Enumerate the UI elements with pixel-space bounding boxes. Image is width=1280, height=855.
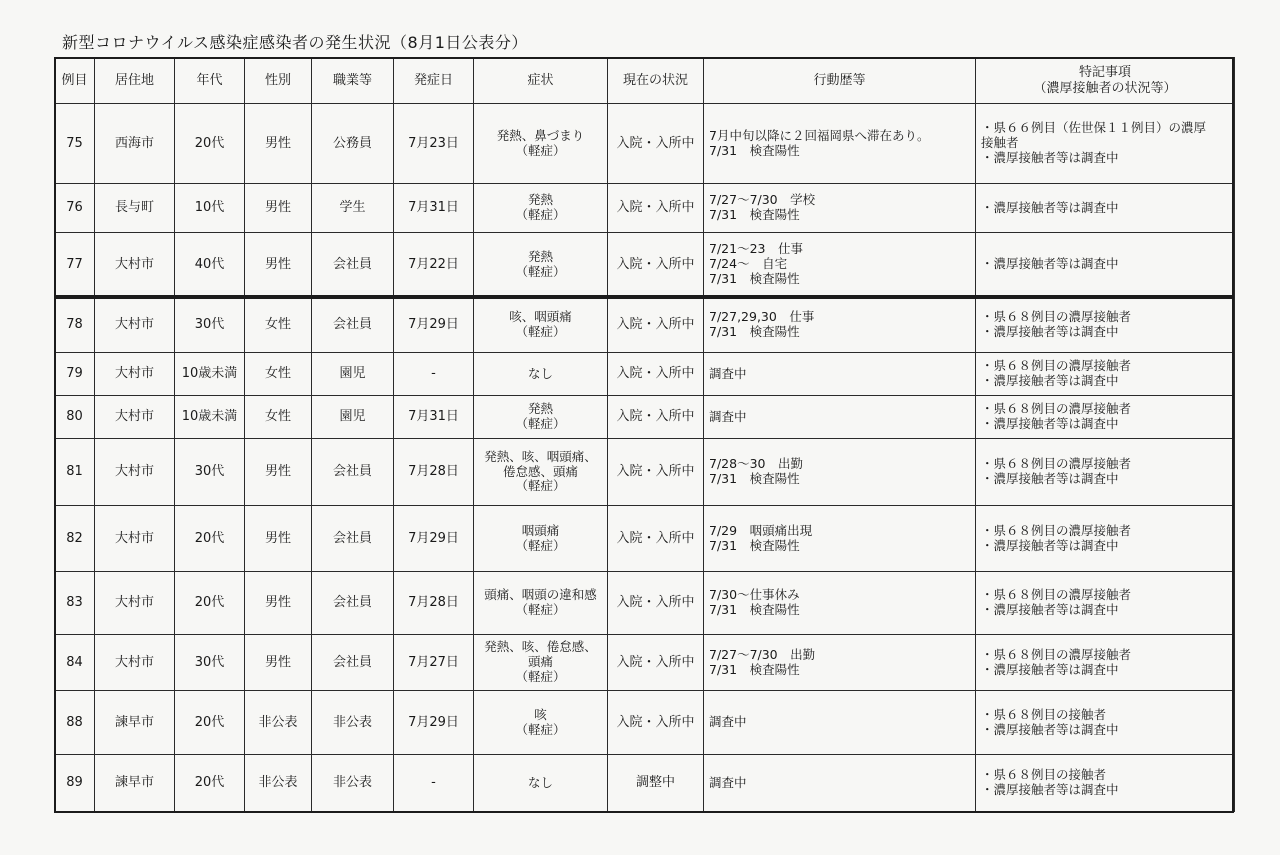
cell-symptoms: 発熱 （軽症）: [474, 184, 608, 233]
cell-no: 76: [55, 184, 95, 233]
cell-status: 入院・入所中: [608, 572, 704, 635]
cell-status: 入院・入所中: [608, 439, 704, 506]
table-row: [55, 353, 1235, 396]
cell-symptoms: 咳 （軽症）: [474, 691, 608, 755]
cell-residence: 大村市: [95, 297, 175, 353]
cell-status: 入院・入所中: [608, 233, 704, 297]
table-row: [55, 506, 1235, 572]
cell-sex: 男性: [245, 439, 312, 506]
cell-notes: ・県６８例目の濃厚接触者 ・濃厚接触者等は調査中: [976, 635, 1235, 691]
cell-occupation: 会社員: [312, 297, 394, 353]
cell-residence: 西海市: [95, 104, 175, 184]
cell-age: 20代: [175, 572, 245, 635]
cell-onset: 7月31日: [394, 396, 474, 439]
cell-symptoms: 発熱、鼻づまり （軽症）: [474, 104, 608, 184]
cell-residence: 大村市: [95, 396, 175, 439]
cell-status: 調整中: [608, 755, 704, 812]
cell-notes: ・県６８例目の濃厚接触者 ・濃厚接触者等は調査中: [976, 297, 1235, 353]
cell-activity: 7/30～仕事休み 7/31 検査陽性: [704, 572, 976, 635]
cell-age: 20代: [175, 755, 245, 812]
table-row: [55, 233, 1235, 297]
column-header-residence: 居住地: [95, 58, 175, 104]
cell-age: 30代: [175, 297, 245, 353]
cell-onset: 7月29日: [394, 691, 474, 755]
cell-residence: 諫早市: [95, 755, 175, 812]
cell-sex: 男性: [245, 233, 312, 297]
cell-occupation: 会社員: [312, 635, 394, 691]
cell-status: 入院・入所中: [608, 506, 704, 572]
cell-residence: 大村市: [95, 233, 175, 297]
cell-onset: 7月27日: [394, 635, 474, 691]
table-row: [55, 297, 1235, 353]
cell-symptoms: なし: [474, 353, 608, 396]
cell-age: 10代: [175, 184, 245, 233]
cell-sex: 非公表: [245, 755, 312, 812]
cell-sex: 男性: [245, 506, 312, 572]
cell-no: 75: [55, 104, 95, 184]
cell-activity: 7/27～7/30 出勤 7/31 検査陽性: [704, 635, 976, 691]
cell-notes: ・濃厚接触者等は調査中: [976, 184, 1235, 233]
column-header-notes: 特記事項 （濃厚接触者の状況等）: [976, 58, 1235, 104]
cell-activity: 7/28～30 出勤 7/31 検査陽性: [704, 439, 976, 506]
cell-no: 79: [55, 353, 95, 396]
cell-onset: 7月28日: [394, 572, 474, 635]
table-row: [55, 572, 1235, 635]
cell-no: 82: [55, 506, 95, 572]
cell-no: 78: [55, 297, 95, 353]
cell-age: 20代: [175, 506, 245, 572]
column-header-symptoms: 症状: [474, 58, 608, 104]
cell-status: 入院・入所中: [608, 691, 704, 755]
cell-occupation: 園児: [312, 396, 394, 439]
cell-no: 84: [55, 635, 95, 691]
cell-notes: ・県６８例目の接触者 ・濃厚接触者等は調査中: [976, 755, 1235, 812]
cell-status: 入院・入所中: [608, 104, 704, 184]
cell-onset: -: [394, 353, 474, 396]
cell-activity: 7/21～23 仕事 7/24～ 自宅 7/31 検査陽性: [704, 233, 976, 297]
cell-sex: 女性: [245, 396, 312, 439]
cell-status: 入院・入所中: [608, 184, 704, 233]
table-row: [55, 755, 1235, 812]
cell-no: 88: [55, 691, 95, 755]
cell-residence: 諫早市: [95, 691, 175, 755]
cell-onset: 7月31日: [394, 184, 474, 233]
cell-symptoms: 発熱 （軽症）: [474, 233, 608, 297]
table-row: [55, 184, 1235, 233]
cell-sex: 女性: [245, 297, 312, 353]
cell-symptoms: 発熱、咳、倦怠感、 頭痛 （軽症）: [474, 635, 608, 691]
column-header-age: 年代: [175, 58, 245, 104]
table-row: [55, 635, 1235, 691]
cell-occupation: 公務員: [312, 104, 394, 184]
cell-occupation: 園児: [312, 353, 394, 396]
cell-onset: 7月23日: [394, 104, 474, 184]
cell-status: 入院・入所中: [608, 635, 704, 691]
cell-symptoms: 発熱、咳、咽頭痛、 倦怠感、頭痛 （軽症）: [474, 439, 608, 506]
cell-occupation: 会社員: [312, 572, 394, 635]
cell-status: 入院・入所中: [608, 396, 704, 439]
cell-no: 83: [55, 572, 95, 635]
cell-sex: 非公表: [245, 691, 312, 755]
table-row: [55, 104, 1235, 184]
column-header-occupation: 職業等: [312, 58, 394, 104]
header-row: [55, 58, 1235, 104]
cell-activity: 調査中: [704, 353, 976, 396]
cell-status: 入院・入所中: [608, 353, 704, 396]
cell-notes: ・県６８例目の濃厚接触者 ・濃厚接触者等は調査中: [976, 396, 1235, 439]
cell-age: 30代: [175, 439, 245, 506]
cell-age: 30代: [175, 635, 245, 691]
cell-residence: 大村市: [95, 572, 175, 635]
cell-age: 10歳未満: [175, 353, 245, 396]
cell-no: 77: [55, 233, 95, 297]
cell-symptoms: 咽頭痛 （軽症）: [474, 506, 608, 572]
cell-notes: ・県６８例目の濃厚接触者 ・濃厚接触者等は調査中: [976, 572, 1235, 635]
cell-occupation: 非公表: [312, 755, 394, 812]
cell-activity: 7/27,29,30 仕事 7/31 検査陽性: [704, 297, 976, 353]
cell-occupation: 非公表: [312, 691, 394, 755]
cell-activity: 7月中旬以降に２回福岡県へ滞在あり。 7/31 検査陽性: [704, 104, 976, 184]
cell-symptoms: 咳、咽頭痛 （軽症）: [474, 297, 608, 353]
column-header-status: 現在の状況: [608, 58, 704, 104]
cell-residence: 大村市: [95, 506, 175, 572]
cell-activity: 7/29 咽頭痛出現 7/31 検査陽性: [704, 506, 976, 572]
cell-residence: 大村市: [95, 353, 175, 396]
cell-sex: 男性: [245, 572, 312, 635]
cell-no: 89: [55, 755, 95, 812]
table-row: [55, 396, 1235, 439]
cell-residence: 長与町: [95, 184, 175, 233]
cell-age: 20代: [175, 691, 245, 755]
cell-age: 40代: [175, 233, 245, 297]
cell-age: 10歳未満: [175, 396, 245, 439]
cell-notes: ・濃厚接触者等は調査中: [976, 233, 1235, 297]
cell-notes: ・県６８例目の濃厚接触者 ・濃厚接触者等は調査中: [976, 353, 1235, 396]
column-header-sex: 性別: [245, 58, 312, 104]
cell-notes: ・県６８例目の濃厚接触者 ・濃厚接触者等は調査中: [976, 506, 1235, 572]
column-header-activity: 行動歴等: [704, 58, 976, 104]
cell-occupation: 会社員: [312, 439, 394, 506]
cell-activity: 調査中: [704, 755, 976, 812]
cell-symptoms: なし: [474, 755, 608, 812]
page-title: 新型コロナウイルス感染症感染者の発生状況（8月1日公表分）: [62, 33, 528, 52]
table-row: [55, 691, 1235, 755]
cell-onset: -: [394, 755, 474, 812]
column-header-onset: 発症日: [394, 58, 474, 104]
cell-notes: ・県６８例目の濃厚接触者 ・濃厚接触者等は調査中: [976, 439, 1235, 506]
cell-onset: 7月29日: [394, 506, 474, 572]
cell-sex: 男性: [245, 184, 312, 233]
cell-activity: 7/27～7/30 学校 7/31 検査陽性: [704, 184, 976, 233]
column-header-no: 例目: [55, 58, 95, 104]
cell-symptoms: 発熱 （軽症）: [474, 396, 608, 439]
cell-residence: 大村市: [95, 635, 175, 691]
cell-notes: ・県６８例目の接触者 ・濃厚接触者等は調査中: [976, 691, 1235, 755]
cell-notes: ・県６６例目（佐世保１１例目）の濃厚 接触者 ・濃厚接触者等は調査中: [976, 104, 1235, 184]
cell-sex: 男性: [245, 635, 312, 691]
cell-sex: 女性: [245, 353, 312, 396]
cases-table: [54, 57, 1235, 812]
cell-occupation: 会社員: [312, 233, 394, 297]
cell-residence: 大村市: [95, 439, 175, 506]
cell-activity: 調査中: [704, 691, 976, 755]
table-row: [55, 439, 1235, 506]
cell-onset: 7月29日: [394, 297, 474, 353]
cell-no: 81: [55, 439, 95, 506]
cell-no: 80: [55, 396, 95, 439]
cell-occupation: 学生: [312, 184, 394, 233]
cell-sex: 男性: [245, 104, 312, 184]
cell-status: 入院・入所中: [608, 297, 704, 353]
cell-onset: 7月28日: [394, 439, 474, 506]
cell-symptoms: 頭痛、咽頭の違和感 （軽症）: [474, 572, 608, 635]
cell-onset: 7月22日: [394, 233, 474, 297]
cell-age: 20代: [175, 104, 245, 184]
cell-occupation: 会社員: [312, 506, 394, 572]
cell-activity: 調査中: [704, 396, 976, 439]
